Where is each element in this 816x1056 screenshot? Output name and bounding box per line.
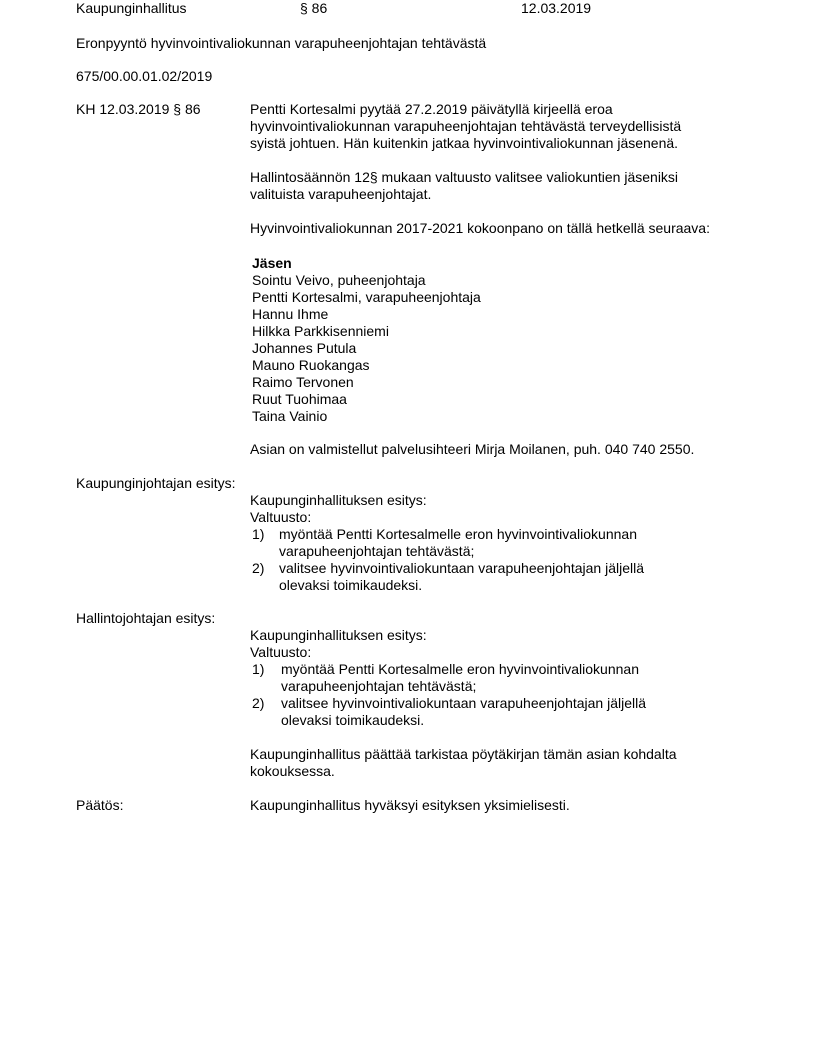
member-item: Sointu Veivo, puheenjohtaja: [252, 272, 426, 288]
member-item: Raimo Tervonen: [252, 374, 354, 390]
text-line: Hyvinvointivaliokunnan 2017-2021 kokoonpano on tällä hetkellä seuraava:: [250, 220, 710, 236]
list-text: [279, 526, 637, 560]
document-title: Eronpyyntö hyvinvointivaliokunnan varapuheenjohtajan tehtävästä: [76, 35, 487, 51]
kh-reference: KH 12.03.2019 § 86: [76, 101, 201, 117]
list-text: [281, 695, 646, 729]
text-line: kokouksessa.: [250, 763, 335, 779]
text-line: olevaksi toimikaudeksi.: [281, 712, 425, 728]
mayor-proposal-label: Kaupunginjohtajan esitys:: [76, 475, 236, 491]
list-number: 1): [252, 661, 265, 677]
text-line: valituista varapuheenjohtajat.: [250, 186, 432, 202]
text-line: Kaupunginhallitus päättää tarkistaa pöytäkirjan tämän asian kohdalta: [250, 746, 677, 762]
header-section: § 86: [300, 0, 328, 16]
decision-label: Päätös:: [76, 797, 124, 813]
member-item: Mauno Ruokangas: [252, 357, 370, 373]
list-number: 2): [252, 560, 265, 576]
admin-proposal-heading: Kaupunginhallituksen esitys:: [250, 627, 427, 643]
member-item: Ruut Tuohimaa: [252, 391, 347, 407]
mayor-proposal-heading: Kaupunginhallituksen esitys:: [250, 492, 427, 508]
member-item: Pentti Kortesalmi, varapuheenjohtaja: [252, 289, 481, 305]
list-number: 1): [252, 526, 265, 542]
intro-paragraph-2: [250, 169, 750, 203]
text-line: varapuheenjohtajan tehtävästä;: [279, 543, 475, 559]
text-line: Pentti Kortesalmi pyytää 27.2.2019 päivätyllä kirjeellä eroa: [250, 101, 613, 117]
text-line: syistä johtuen. Hän kuitenkin jatkaa hyvinvointivaliokunnan jäsenenä.: [250, 135, 679, 151]
preparer-note: Asian on valmistellut palvelusihteeri Mirja Moilanen, puh. 040 740 2550.: [250, 441, 695, 457]
intro-paragraph-3: [250, 220, 750, 237]
member-list: [252, 255, 481, 425]
header-date: 12.03.2019: [521, 0, 592, 16]
decision-text: Kaupunginhallitus hyväksyi esityksen yksimielisesti.: [250, 797, 570, 813]
text-line: hyvinvointivaliokunnan varapuheenjohtajan tehtävästä terveydellisistä: [250, 118, 682, 134]
list-text: [279, 560, 644, 594]
mayor-council-label: Valtuusto:: [250, 509, 312, 525]
record-number: 675/00.00.01.02/2019: [76, 68, 213, 84]
text-line: Hallintosäännön 12§ mukaan valtuusto valitsee valiokuntien jäseniksi: [250, 169, 679, 185]
text-line: valitsee hyvinvointivaliokuntaan varapuheenjohtajan jäljellä: [279, 560, 645, 576]
text-line: varapuheenjohtajan tehtävästä;: [281, 678, 477, 694]
text-line: valitsee hyvinvointivaliokuntaan varapuheenjohtajan jäljellä: [281, 695, 647, 711]
admin-note: [250, 746, 750, 780]
member-item: Hannu Ihme: [252, 306, 329, 322]
admin-proposal-label: Hallintojohtajan esitys:: [76, 610, 216, 626]
member-item: Hilkka Parkkisenniemi: [252, 323, 389, 339]
list-text: [281, 661, 639, 695]
intro-paragraph-1: [250, 101, 750, 152]
text-line: olevaksi toimikaudeksi.: [279, 577, 423, 593]
member-item: Taina Vainio: [252, 408, 328, 424]
list-number: 2): [252, 695, 265, 711]
text-line: myöntää Pentti Kortesalmelle eron hyvinvointivaliokunnan: [279, 526, 637, 542]
text-line: myöntää Pentti Kortesalmelle eron hyvinvointivaliokunnan: [281, 661, 639, 677]
member-item: Johannes Putula: [252, 340, 357, 356]
admin-council-label: Valtuusto:: [250, 644, 312, 660]
header-body: Kaupunginhallitus: [76, 0, 187, 16]
member-list-heading: Jäsen: [252, 255, 292, 271]
